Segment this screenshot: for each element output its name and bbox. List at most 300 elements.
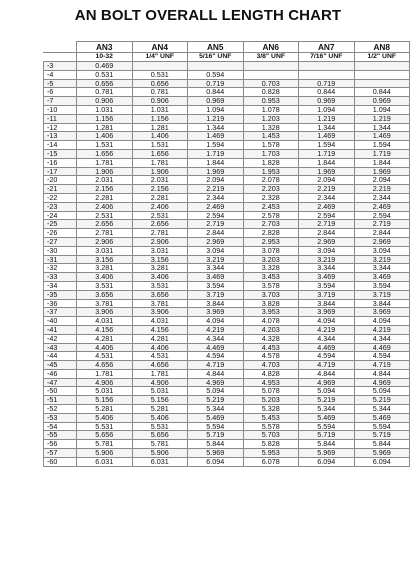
length-cell: 3.844 bbox=[299, 299, 355, 308]
bolt-length-table bbox=[43, 41, 410, 467]
length-cell: 3.219 bbox=[299, 255, 355, 264]
length-cell: 3.594 bbox=[354, 281, 410, 290]
dash-number: -11 bbox=[44, 114, 77, 123]
length-cell: 3.953 bbox=[243, 308, 299, 317]
length-cell: 5.969 bbox=[188, 449, 244, 458]
length-cell: 2.594 bbox=[354, 211, 410, 220]
length-cell: 0.594 bbox=[188, 70, 244, 79]
length-cell: 2.469 bbox=[188, 202, 244, 211]
dash-number: -46 bbox=[44, 369, 77, 378]
length-cell: 6.094 bbox=[299, 457, 355, 466]
length-cell bbox=[354, 70, 410, 79]
length-cell: 3.828 bbox=[243, 299, 299, 308]
length-cell: 2.031 bbox=[132, 176, 188, 185]
dash-number: -51 bbox=[44, 396, 77, 405]
length-cell: 4.406 bbox=[77, 343, 133, 352]
column-thread: 10-32 bbox=[77, 53, 133, 62]
length-cell: 0.969 bbox=[354, 97, 410, 106]
table-row bbox=[44, 246, 410, 255]
length-cell: 0.844 bbox=[188, 88, 244, 97]
length-cell: 4.719 bbox=[299, 361, 355, 370]
length-cell: 1.953 bbox=[243, 167, 299, 176]
length-cell bbox=[354, 62, 410, 71]
length-cell: 4.281 bbox=[132, 334, 188, 343]
length-cell: 3.969 bbox=[299, 308, 355, 317]
column-thread: 1/4" UNF bbox=[132, 53, 188, 62]
length-cell bbox=[299, 70, 355, 79]
length-cell bbox=[132, 62, 188, 71]
length-cell: 3.969 bbox=[354, 308, 410, 317]
length-cell: 1.781 bbox=[132, 369, 188, 378]
length-cell: 2.828 bbox=[243, 229, 299, 238]
length-cell: 5.906 bbox=[132, 449, 188, 458]
table-row bbox=[44, 308, 410, 317]
length-cell: 3.281 bbox=[77, 264, 133, 273]
dash-number: -25 bbox=[44, 220, 77, 229]
table-row bbox=[44, 352, 410, 361]
length-cell: 3.469 bbox=[299, 273, 355, 282]
length-cell: 4.656 bbox=[132, 361, 188, 370]
header-row-threads bbox=[44, 53, 410, 62]
length-cell: 3.203 bbox=[243, 255, 299, 264]
length-cell: 5.094 bbox=[299, 387, 355, 396]
length-cell: 4.531 bbox=[77, 352, 133, 361]
column-thread: 1/2" UNF bbox=[354, 53, 410, 62]
length-cell: 4.531 bbox=[132, 352, 188, 361]
length-cell: 2.719 bbox=[354, 220, 410, 229]
table-row bbox=[44, 457, 410, 466]
length-cell: 1.219 bbox=[354, 114, 410, 123]
length-cell: 4.219 bbox=[299, 325, 355, 334]
length-cell: 1.703 bbox=[243, 149, 299, 158]
length-cell: 2.781 bbox=[132, 229, 188, 238]
length-cell: 5.453 bbox=[243, 413, 299, 422]
length-cell: 2.156 bbox=[132, 185, 188, 194]
length-cell: 2.219 bbox=[299, 185, 355, 194]
table-row bbox=[44, 132, 410, 141]
length-cell: 1.219 bbox=[299, 114, 355, 123]
table-row bbox=[44, 105, 410, 114]
table-row bbox=[44, 440, 410, 449]
dash-number: -33 bbox=[44, 273, 77, 282]
length-cell: 0.844 bbox=[354, 88, 410, 97]
length-cell: 0.531 bbox=[132, 70, 188, 79]
length-cell: 1.656 bbox=[132, 149, 188, 158]
length-cell bbox=[243, 62, 299, 71]
length-cell: 0.781 bbox=[77, 88, 133, 97]
length-cell: 2.406 bbox=[132, 202, 188, 211]
length-cell: 1.828 bbox=[243, 158, 299, 167]
length-cell: 5.328 bbox=[243, 405, 299, 414]
length-cell: 2.531 bbox=[132, 211, 188, 220]
length-cell: 3.578 bbox=[243, 281, 299, 290]
length-cell: 3.844 bbox=[354, 299, 410, 308]
length-cell: 4.906 bbox=[77, 378, 133, 387]
length-cell: 4.953 bbox=[243, 378, 299, 387]
length-cell: 3.656 bbox=[132, 290, 188, 299]
dash-number: -57 bbox=[44, 449, 77, 458]
column-name: AN6 bbox=[243, 42, 299, 53]
dash-number: -23 bbox=[44, 202, 77, 211]
table-row bbox=[44, 264, 410, 273]
length-cell: 4.094 bbox=[299, 317, 355, 326]
dash-number: -5 bbox=[44, 79, 77, 88]
length-cell: 5.953 bbox=[243, 449, 299, 458]
length-cell: 2.344 bbox=[299, 193, 355, 202]
dash-number: -4 bbox=[44, 70, 77, 79]
length-cell: 4.844 bbox=[299, 369, 355, 378]
length-cell: 0.906 bbox=[132, 97, 188, 106]
length-cell: 4.703 bbox=[243, 361, 299, 370]
length-cell: 2.531 bbox=[77, 211, 133, 220]
length-cell: 5.828 bbox=[243, 440, 299, 449]
table-row bbox=[44, 396, 410, 405]
length-cell: 1.594 bbox=[354, 141, 410, 150]
dash-number: -24 bbox=[44, 211, 77, 220]
length-cell: 2.219 bbox=[354, 185, 410, 194]
length-cell: 3.156 bbox=[77, 255, 133, 264]
dash-number: -3 bbox=[44, 62, 77, 71]
length-cell: 4.031 bbox=[132, 317, 188, 326]
length-cell: 4.719 bbox=[354, 361, 410, 370]
table-row bbox=[44, 334, 410, 343]
length-cell: 5.219 bbox=[188, 396, 244, 405]
table-row bbox=[44, 88, 410, 97]
length-cell: 1.344 bbox=[299, 123, 355, 132]
table-row bbox=[44, 387, 410, 396]
table-row bbox=[44, 405, 410, 414]
length-cell: 5.906 bbox=[77, 449, 133, 458]
table-row bbox=[44, 317, 410, 326]
length-cell: 5.344 bbox=[188, 405, 244, 414]
length-cell: 0.703 bbox=[243, 79, 299, 88]
length-cell: 0.531 bbox=[77, 70, 133, 79]
dash-number: -10 bbox=[44, 105, 77, 114]
dash-number: -7 bbox=[44, 97, 77, 106]
length-cell: 5.844 bbox=[299, 440, 355, 449]
length-cell: 1.031 bbox=[77, 105, 133, 114]
dash-number: -35 bbox=[44, 290, 77, 299]
dash-number: -40 bbox=[44, 317, 77, 326]
length-cell: 1.844 bbox=[299, 158, 355, 167]
length-cell: 4.281 bbox=[77, 334, 133, 343]
length-cell: 3.844 bbox=[188, 299, 244, 308]
column-name: AN3 bbox=[77, 42, 133, 53]
length-cell: 2.281 bbox=[77, 193, 133, 202]
length-cell: 5.844 bbox=[354, 440, 410, 449]
length-cell: 2.969 bbox=[188, 237, 244, 246]
dash-number: -50 bbox=[44, 387, 77, 396]
length-cell: 2.906 bbox=[77, 237, 133, 246]
length-cell: 2.844 bbox=[188, 229, 244, 238]
length-cell: 4.344 bbox=[354, 334, 410, 343]
dash-number: -42 bbox=[44, 334, 77, 343]
dash-number: -15 bbox=[44, 149, 77, 158]
length-cell: 1.344 bbox=[188, 123, 244, 132]
length-cell: 1.094 bbox=[354, 105, 410, 114]
length-cell: 2.094 bbox=[299, 176, 355, 185]
length-cell: 4.906 bbox=[132, 378, 188, 387]
length-cell: 0.719 bbox=[299, 79, 355, 88]
length-cell: 3.094 bbox=[188, 246, 244, 255]
length-cell: 5.703 bbox=[243, 431, 299, 440]
length-cell: 5.531 bbox=[77, 422, 133, 431]
length-cell: 1.344 bbox=[354, 123, 410, 132]
length-cell: 5.656 bbox=[77, 431, 133, 440]
length-cell: 5.219 bbox=[354, 396, 410, 405]
length-cell: 3.594 bbox=[188, 281, 244, 290]
length-cell: 3.219 bbox=[188, 255, 244, 264]
length-cell: 4.156 bbox=[132, 325, 188, 334]
length-cell: 3.469 bbox=[188, 273, 244, 282]
length-cell bbox=[354, 79, 410, 88]
length-cell: 2.953 bbox=[243, 237, 299, 246]
dash-number: -44 bbox=[44, 352, 77, 361]
length-cell: 1.578 bbox=[243, 141, 299, 150]
length-cell: 1.906 bbox=[77, 167, 133, 176]
table-row bbox=[44, 211, 410, 220]
length-cell: 1.094 bbox=[299, 105, 355, 114]
length-cell: 6.031 bbox=[77, 457, 133, 466]
length-cell: 1.203 bbox=[243, 114, 299, 123]
length-cell: 1.094 bbox=[188, 105, 244, 114]
length-cell: 4.656 bbox=[77, 361, 133, 370]
length-cell: 5.719 bbox=[299, 431, 355, 440]
length-cell: 5.094 bbox=[188, 387, 244, 396]
length-cell: 1.219 bbox=[188, 114, 244, 123]
length-cell: 2.219 bbox=[188, 185, 244, 194]
length-cell: 5.156 bbox=[132, 396, 188, 405]
length-cell: 2.344 bbox=[354, 193, 410, 202]
dash-number: -36 bbox=[44, 299, 77, 308]
length-cell: 3.031 bbox=[77, 246, 133, 255]
length-cell: 1.469 bbox=[299, 132, 355, 141]
length-cell: 4.828 bbox=[243, 369, 299, 378]
header-row-names bbox=[44, 42, 410, 53]
length-cell: 1.656 bbox=[77, 149, 133, 158]
dash-number: -31 bbox=[44, 255, 77, 264]
length-cell: 0.969 bbox=[299, 97, 355, 106]
length-cell: 4.344 bbox=[188, 334, 244, 343]
length-cell: 4.594 bbox=[299, 352, 355, 361]
dash-number: -26 bbox=[44, 229, 77, 238]
length-cell: 6.078 bbox=[243, 457, 299, 466]
column-name: AN4 bbox=[132, 42, 188, 53]
column-thread: 3/8" UNF bbox=[243, 53, 299, 62]
length-cell: 0.953 bbox=[243, 97, 299, 106]
length-cell: 5.578 bbox=[243, 422, 299, 431]
corner-cell bbox=[44, 53, 77, 62]
length-cell: 2.656 bbox=[77, 220, 133, 229]
length-cell: 1.594 bbox=[188, 141, 244, 150]
length-cell: 3.719 bbox=[299, 290, 355, 299]
length-cell: 1.406 bbox=[77, 132, 133, 141]
length-cell: 5.031 bbox=[132, 387, 188, 396]
table-row bbox=[44, 281, 410, 290]
length-cell: 5.469 bbox=[354, 413, 410, 422]
length-cell: 3.078 bbox=[243, 246, 299, 255]
length-cell: 1.969 bbox=[299, 167, 355, 176]
length-cell: 4.969 bbox=[354, 378, 410, 387]
length-cell: 4.094 bbox=[188, 317, 244, 326]
length-cell: 0.828 bbox=[243, 88, 299, 97]
length-cell: 2.156 bbox=[77, 185, 133, 194]
length-cell: 1.969 bbox=[188, 167, 244, 176]
dash-number: -55 bbox=[44, 431, 77, 440]
dash-number: -54 bbox=[44, 422, 77, 431]
length-cell: 2.203 bbox=[243, 185, 299, 194]
length-cell: 3.328 bbox=[243, 264, 299, 273]
dash-number: -21 bbox=[44, 185, 77, 194]
corner-cell bbox=[44, 42, 77, 53]
length-cell: 3.781 bbox=[77, 299, 133, 308]
length-cell: 5.656 bbox=[132, 431, 188, 440]
length-cell: 4.344 bbox=[299, 334, 355, 343]
length-cell: 1.781 bbox=[132, 158, 188, 167]
length-cell: 0.969 bbox=[188, 97, 244, 106]
length-cell: 2.703 bbox=[243, 220, 299, 229]
length-cell: 2.844 bbox=[354, 229, 410, 238]
length-cell: 5.844 bbox=[188, 440, 244, 449]
length-cell: 5.781 bbox=[77, 440, 133, 449]
length-cell: 5.719 bbox=[188, 431, 244, 440]
length-cell: 3.656 bbox=[77, 290, 133, 299]
length-cell: 4.594 bbox=[354, 352, 410, 361]
length-cell: 1.844 bbox=[188, 158, 244, 167]
length-cell: 2.094 bbox=[354, 176, 410, 185]
length-cell: 5.594 bbox=[354, 422, 410, 431]
length-cell: 3.531 bbox=[132, 281, 188, 290]
table-row bbox=[44, 343, 410, 352]
length-cell: 1.469 bbox=[354, 132, 410, 141]
table-row bbox=[44, 185, 410, 194]
dash-number: -30 bbox=[44, 246, 77, 255]
length-cell: 6.031 bbox=[132, 457, 188, 466]
length-cell: 2.969 bbox=[354, 237, 410, 246]
length-cell: 4.844 bbox=[188, 369, 244, 378]
column-name: AN7 bbox=[299, 42, 355, 53]
length-cell: 1.719 bbox=[188, 149, 244, 158]
length-cell: 4.578 bbox=[243, 352, 299, 361]
length-cell: 6.094 bbox=[354, 457, 410, 466]
table-row bbox=[44, 141, 410, 150]
length-cell: 4.219 bbox=[354, 325, 410, 334]
length-cell: 2.078 bbox=[243, 176, 299, 185]
dash-number: -12 bbox=[44, 123, 77, 132]
table-row bbox=[44, 378, 410, 387]
length-cell: 3.344 bbox=[188, 264, 244, 273]
length-cell: 0.719 bbox=[188, 79, 244, 88]
length-cell: 4.844 bbox=[354, 369, 410, 378]
length-cell: 5.469 bbox=[299, 413, 355, 422]
dash-number: -37 bbox=[44, 308, 77, 317]
dash-number: -45 bbox=[44, 361, 77, 370]
length-cell: 3.719 bbox=[354, 290, 410, 299]
length-cell: 2.406 bbox=[77, 202, 133, 211]
table-row bbox=[44, 255, 410, 264]
length-cell: 4.156 bbox=[77, 325, 133, 334]
length-cell: 1.078 bbox=[243, 105, 299, 114]
length-cell: 3.906 bbox=[132, 308, 188, 317]
table-row bbox=[44, 369, 410, 378]
table-row bbox=[44, 325, 410, 334]
length-cell: 5.078 bbox=[243, 387, 299, 396]
length-cell: 4.031 bbox=[77, 317, 133, 326]
length-cell: 5.406 bbox=[132, 413, 188, 422]
column-thread: 5/16" UNF bbox=[188, 53, 244, 62]
table-row bbox=[44, 114, 410, 123]
length-cell: 1.453 bbox=[243, 132, 299, 141]
length-cell: 2.094 bbox=[188, 176, 244, 185]
table-row bbox=[44, 361, 410, 370]
length-cell bbox=[188, 62, 244, 71]
length-cell: 1.031 bbox=[132, 105, 188, 114]
length-cell: 5.156 bbox=[77, 396, 133, 405]
length-cell: 4.078 bbox=[243, 317, 299, 326]
column-thread: 7/16" UNF bbox=[299, 53, 355, 62]
length-cell: 1.156 bbox=[132, 114, 188, 123]
length-cell: 2.594 bbox=[299, 211, 355, 220]
length-cell: 2.844 bbox=[299, 229, 355, 238]
length-cell: 1.969 bbox=[354, 167, 410, 176]
length-cell: 3.781 bbox=[132, 299, 188, 308]
table-row bbox=[44, 70, 410, 79]
table-row bbox=[44, 229, 410, 238]
length-cell: 0.469 bbox=[77, 62, 133, 71]
length-cell: 2.578 bbox=[243, 211, 299, 220]
length-cell: 1.281 bbox=[132, 123, 188, 132]
dash-number: -16 bbox=[44, 158, 77, 167]
length-cell: 1.328 bbox=[243, 123, 299, 132]
length-cell: 4.469 bbox=[188, 343, 244, 352]
table-header bbox=[44, 42, 410, 62]
dash-number: -52 bbox=[44, 405, 77, 414]
table-row bbox=[44, 123, 410, 132]
length-cell: 2.453 bbox=[243, 202, 299, 211]
table-row bbox=[44, 290, 410, 299]
length-cell: 3.031 bbox=[132, 246, 188, 255]
length-cell: 4.094 bbox=[354, 317, 410, 326]
length-cell: 5.281 bbox=[132, 405, 188, 414]
dash-number: -22 bbox=[44, 193, 77, 202]
length-cell: 3.344 bbox=[354, 264, 410, 273]
length-cell: 0.781 bbox=[132, 88, 188, 97]
dash-number: -13 bbox=[44, 132, 77, 141]
length-cell: 2.281 bbox=[132, 193, 188, 202]
length-cell: 5.281 bbox=[77, 405, 133, 414]
length-cell: 2.969 bbox=[299, 237, 355, 246]
length-cell: 1.531 bbox=[77, 141, 133, 150]
length-cell: 3.344 bbox=[299, 264, 355, 273]
dash-number: -53 bbox=[44, 413, 77, 422]
length-cell: 4.469 bbox=[354, 343, 410, 352]
length-cell: 5.594 bbox=[188, 422, 244, 431]
length-cell: 2.328 bbox=[243, 193, 299, 202]
length-cell: 5.969 bbox=[299, 449, 355, 458]
length-cell: 1.781 bbox=[77, 158, 133, 167]
dash-number: -20 bbox=[44, 176, 77, 185]
dash-number: -60 bbox=[44, 457, 77, 466]
length-cell: 2.031 bbox=[77, 176, 133, 185]
length-cell: 5.094 bbox=[354, 387, 410, 396]
table-row bbox=[44, 158, 410, 167]
length-cell: 2.719 bbox=[188, 220, 244, 229]
length-cell: 3.281 bbox=[132, 264, 188, 273]
table-row bbox=[44, 422, 410, 431]
length-cell: 5.344 bbox=[299, 405, 355, 414]
length-cell: 4.453 bbox=[243, 343, 299, 352]
length-cell: 1.469 bbox=[188, 132, 244, 141]
